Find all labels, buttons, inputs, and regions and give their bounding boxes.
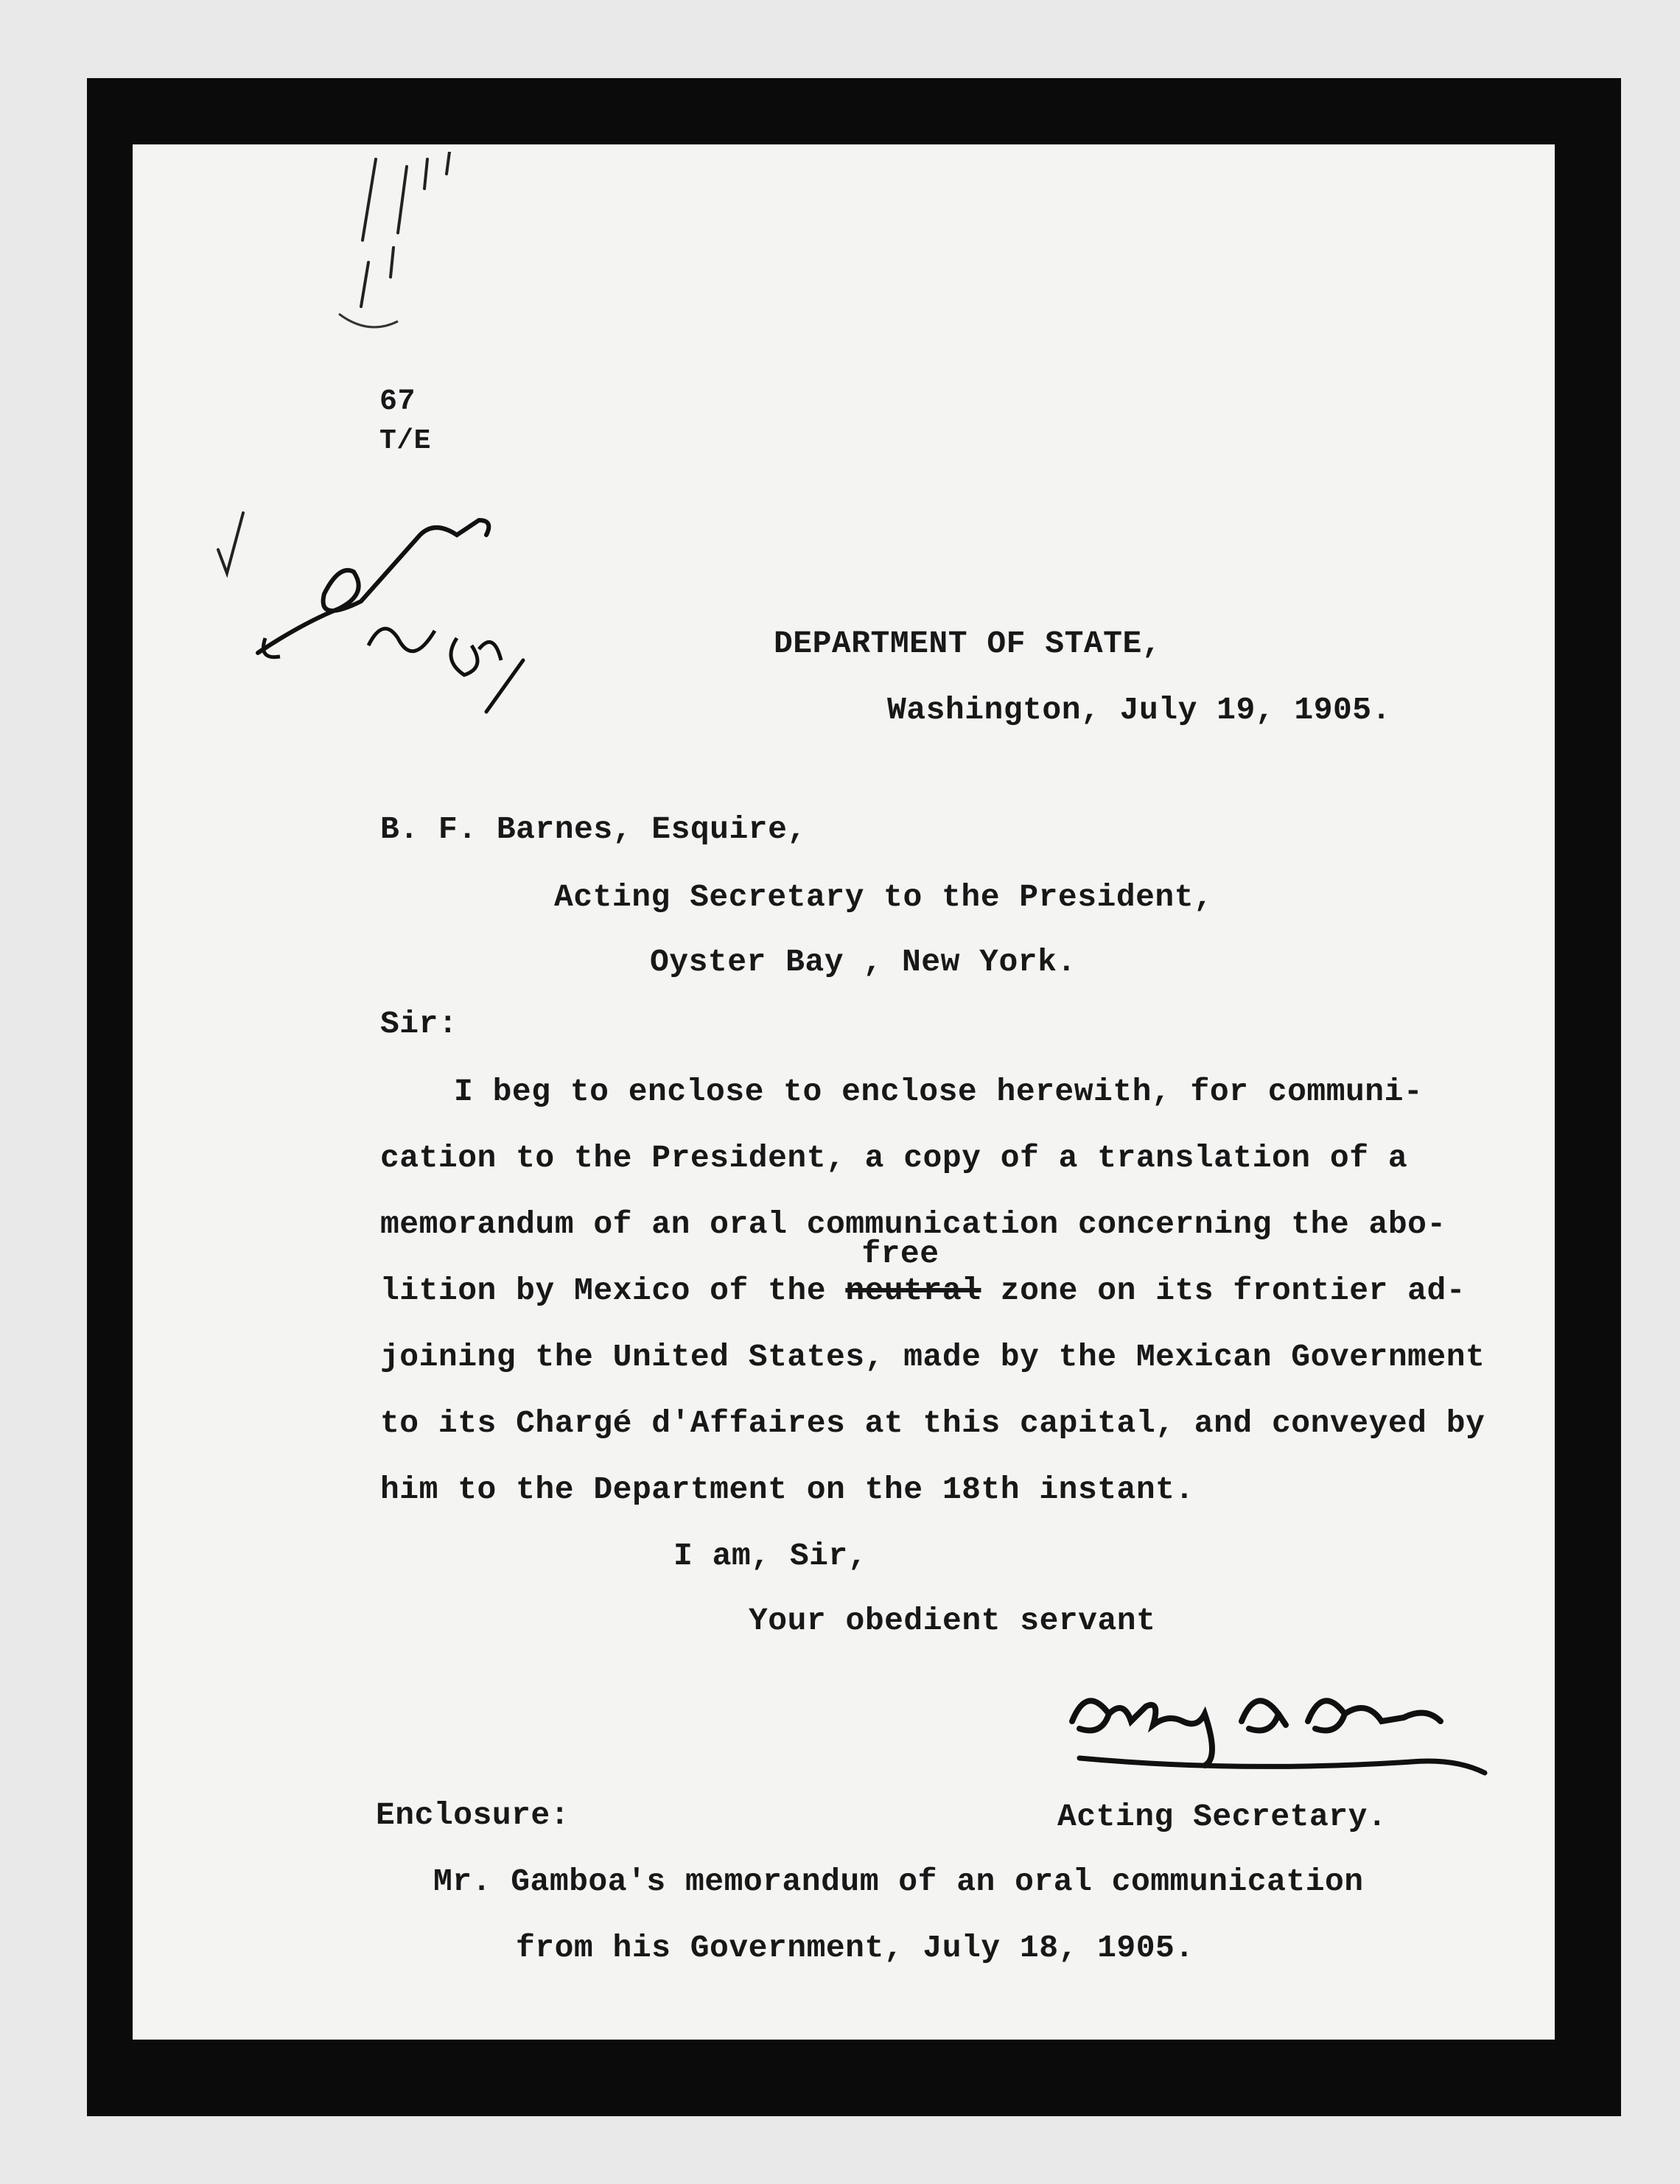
- addressee-name: B. F. Barnes, Esquire,: [380, 811, 807, 847]
- closing-line-2: Your obedient servant: [749, 1603, 1156, 1639]
- body-line-5: joining the United States, made by the Mexican Government: [380, 1339, 1485, 1375]
- letter-page: [133, 144, 1555, 2040]
- body-line-4-start: lition by Mexico of the: [380, 1273, 826, 1309]
- body-line-3: memorandum of an oral communication concerning the abo-: [380, 1206, 1446, 1242]
- body-line-1: I beg to enclose to enclose herewith, for communi-: [454, 1074, 1424, 1110]
- body-line-6: to its Chargé d'Affaires at this capital, and conveyed by: [380, 1405, 1485, 1441]
- addressee-title: Acting Secretary to the President,: [554, 879, 1214, 915]
- addressee-location: Oyster Bay , New York.: [650, 944, 1077, 980]
- handwritten-signature: [1057, 1655, 1499, 1795]
- handwritten-notation: [214, 491, 582, 741]
- closing-line-1: I am, Sir,: [673, 1538, 868, 1574]
- file-number: 67: [379, 385, 416, 419]
- body-line-7: him to the Department on the 18th instant.: [380, 1471, 1194, 1508]
- enclosure-line-1: Mr. Gamboa's memorandum of an oral communication: [433, 1863, 1364, 1900]
- enclosure-label: Enclosure:: [376, 1797, 570, 1833]
- body-line-2: cation to the President, a copy of a translation of a: [380, 1140, 1408, 1176]
- inserted-word: free: [861, 1236, 939, 1272]
- body-line-4: [380, 1236, 1466, 1309]
- enclosure-line-2: from his Government, July 18, 1905.: [516, 1930, 1194, 1966]
- struck-word: neutral: [845, 1273, 981, 1309]
- signature-title: Acting Secretary.: [1057, 1799, 1387, 1835]
- letterhead-department: DEPARTMENT OF STATE,: [774, 626, 1162, 662]
- letter-place-date: Washington, July 19, 1905.: [887, 692, 1391, 728]
- file-code: T/E: [379, 425, 431, 457]
- body-line-4-end: zone on its frontier ad-: [1000, 1273, 1466, 1309]
- pencil-marks-top: [317, 152, 494, 343]
- salutation: Sir:: [380, 1006, 458, 1042]
